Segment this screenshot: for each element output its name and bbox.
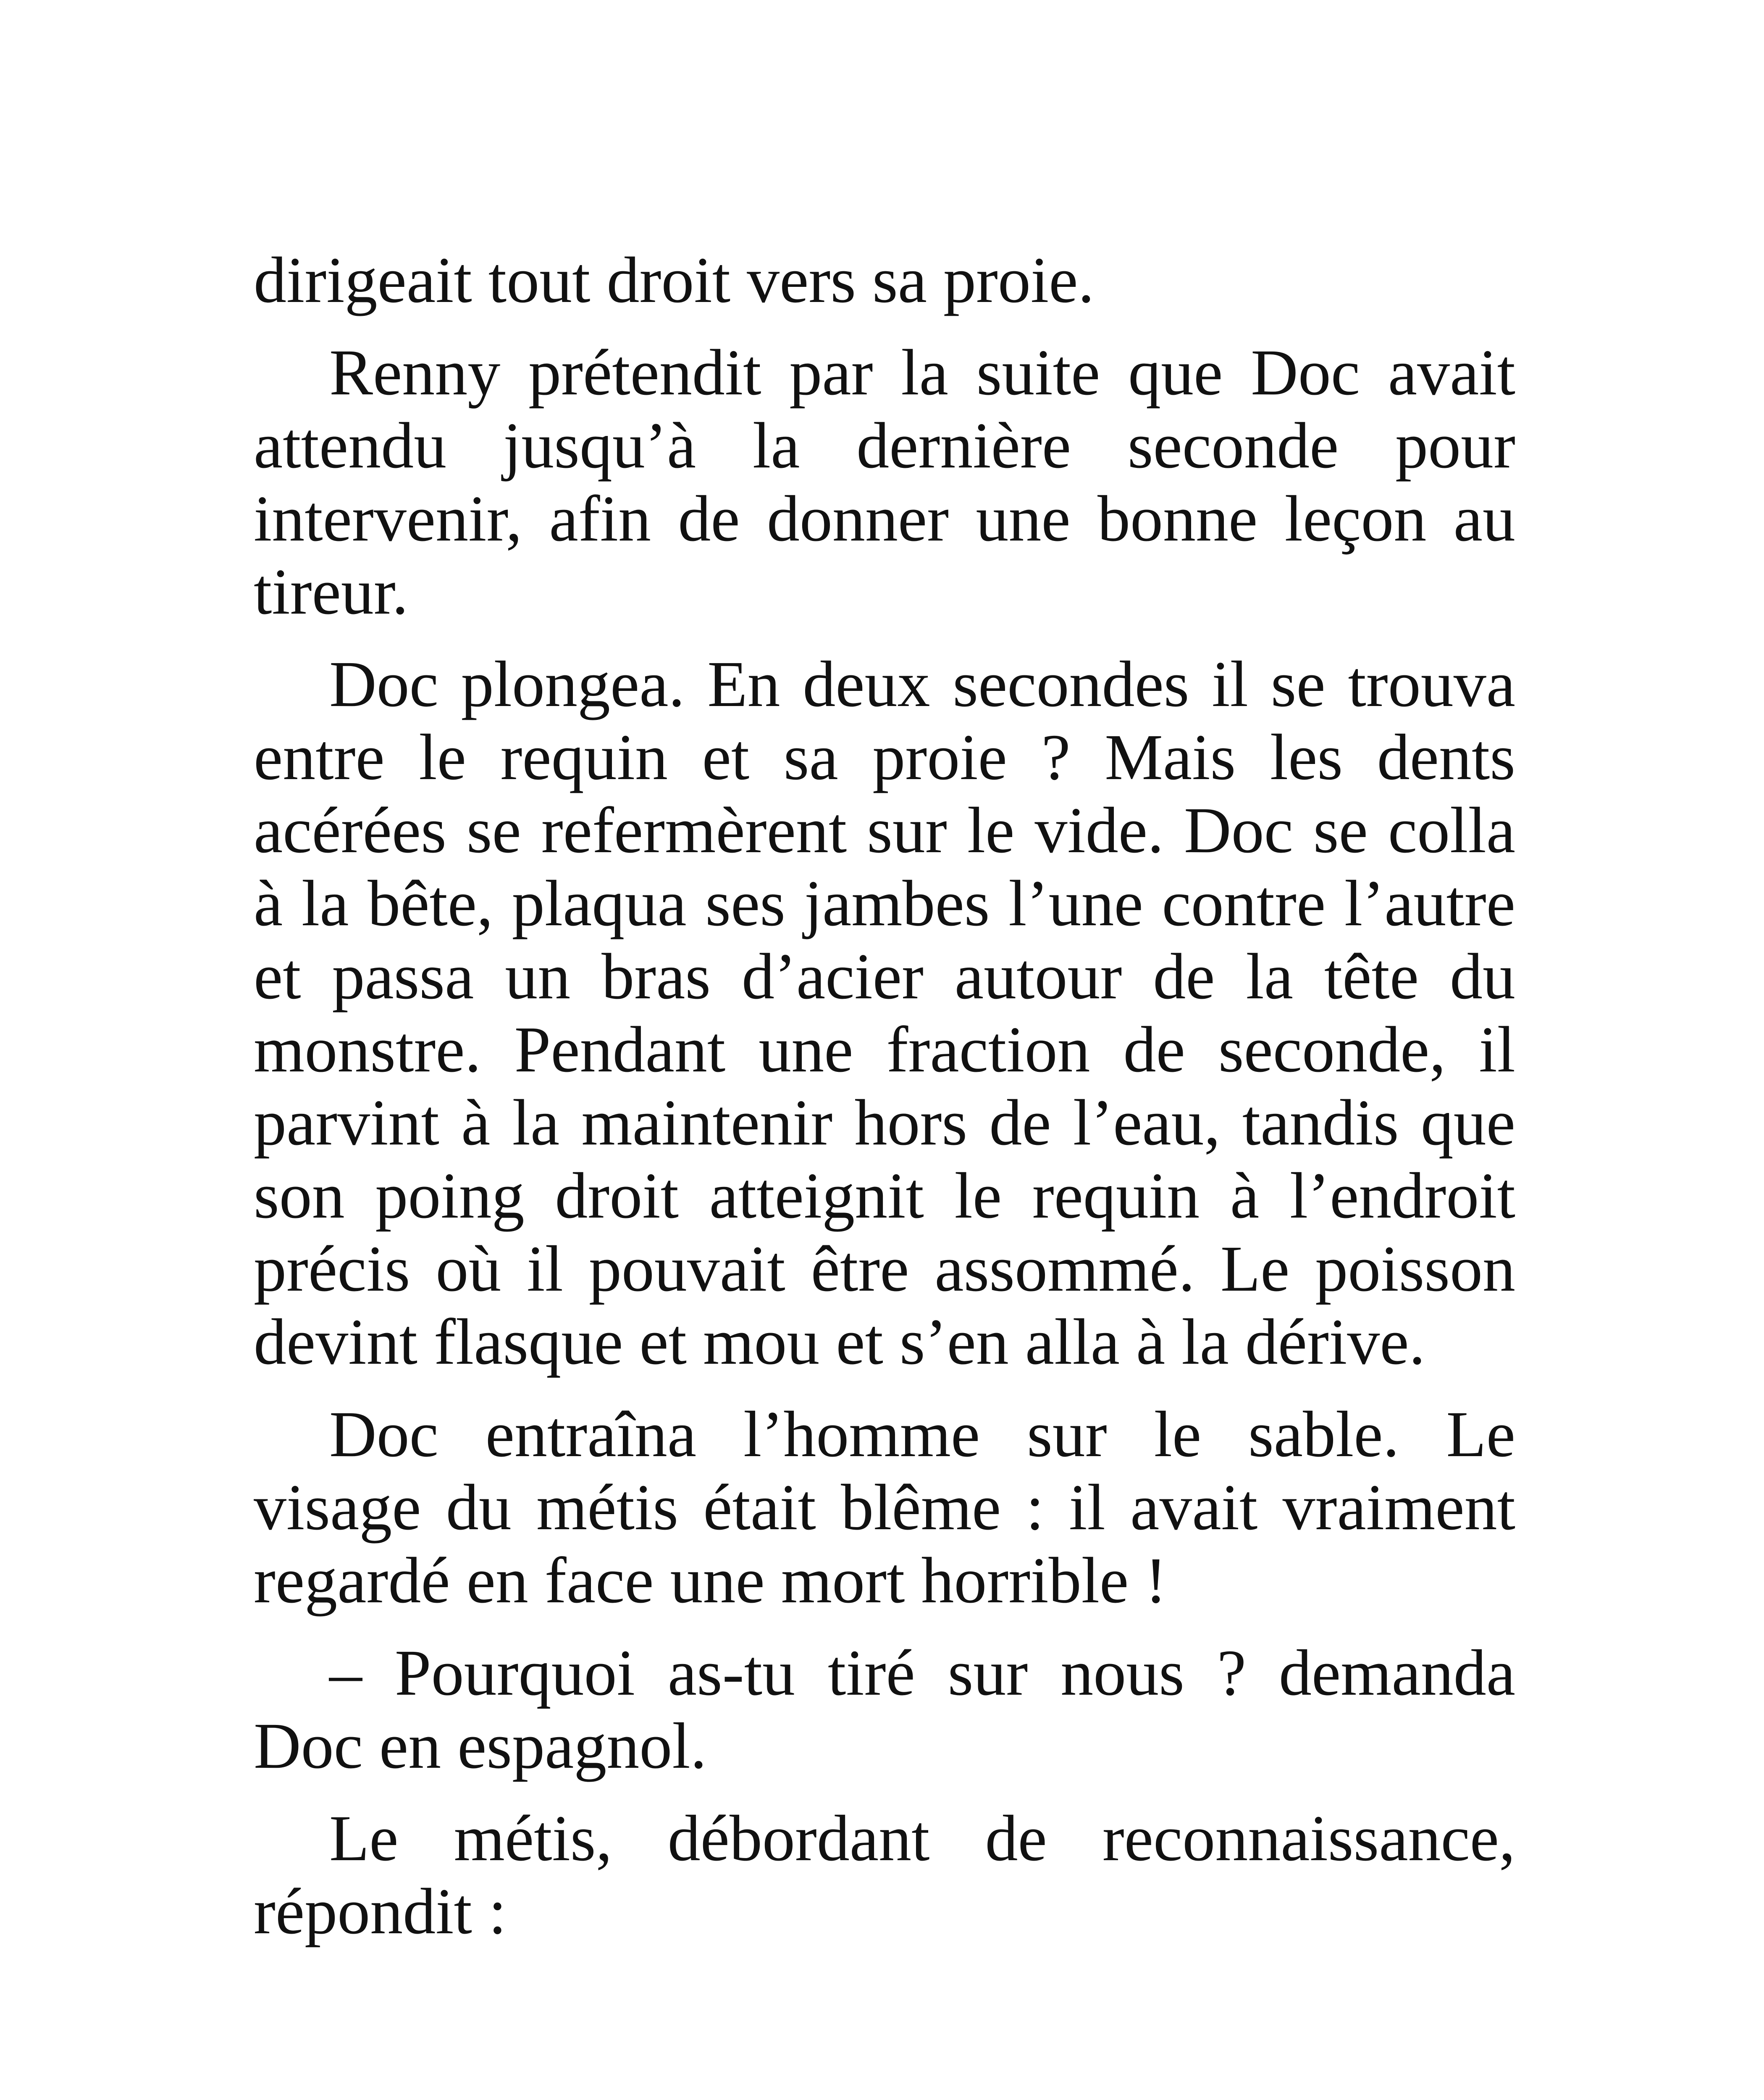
- paragraph-metis-reponse: Le métis, débordant de reconnaissance, répondit :: [254, 1802, 1515, 1948]
- paragraph-doc-entraina: Doc entraîna l’homme sur le sable. Le visage du métis était blême : il avait vraiment regardé en face une mort horrible !: [254, 1398, 1515, 1617]
- paragraph-continuation: dirigeait tout droit vers sa proie.: [254, 244, 1095, 316]
- body-text: [254, 244, 1515, 1967]
- paragraph-renny: Renny prétendit par la suite que Doc avait attendu jusqu’à la dernière seconde pour intervenir, afin de donner une bonne leçon au tireur.: [254, 336, 1515, 628]
- paragraph-doc-plongea: Doc plongea. En deux secondes il se trouva entre le requin et sa proie ? Mais les dents acérées se refermèrent sur le vide. Doc se colla à la bête, plaqua ses jambes l’une contre l’autre et passa un bras d’acier autour de la tête du monstre. Pendant une fraction de seconde, il parvint à la maintenir hors de l’eau, tandis que son poing droit atteignit le requin à l’endroit précis où il pouvait être assommé. Le poisson devint flasque et mou et s’en alla à la dérive.: [254, 648, 1515, 1378]
- paragraph-dialogue-question: – Pourquoi as-tu tiré sur nous ? demanda Doc en espagnol.: [254, 1636, 1515, 1782]
